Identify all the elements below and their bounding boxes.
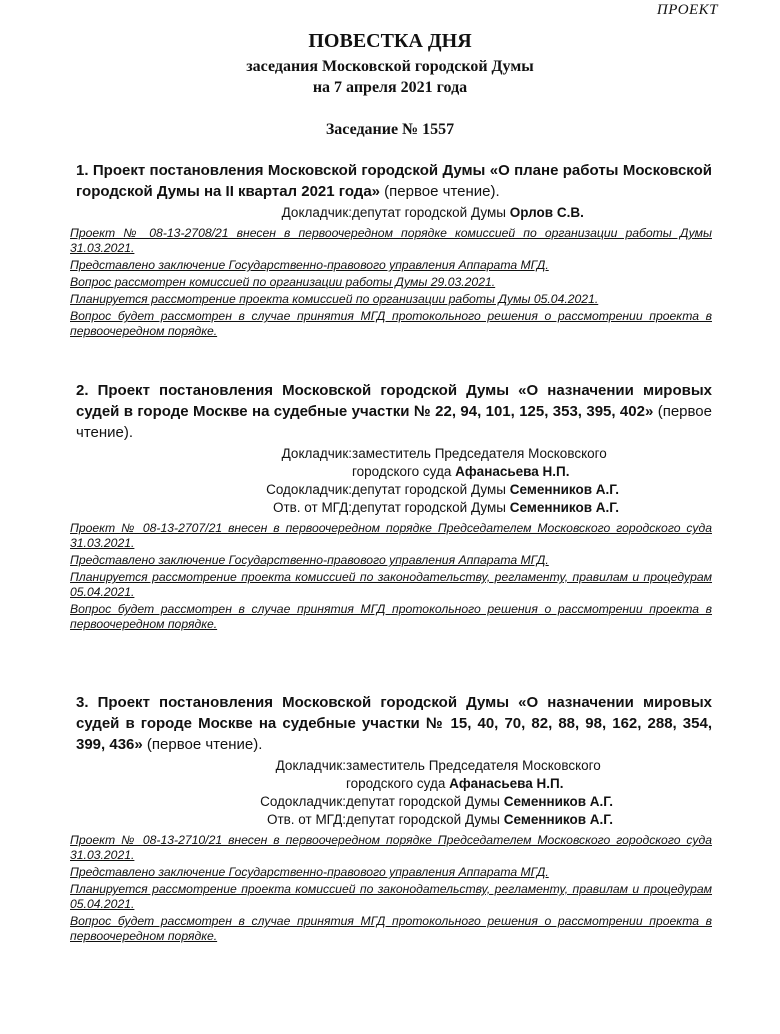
note-line: Представлено заключение Государственно-правового управления Аппарата МГД. <box>70 865 549 879</box>
speakers-list <box>76 445 712 517</box>
agenda-item-title: Проект постановления Московской городской Думы «О назначении мировых судей в городе Москве на судебные участки № 15, 40, 70, 82, 88, 98, 162, 288, 354, 399, 436» <box>76 694 712 753</box>
speaker-role: Содокладчик: <box>260 794 346 809</box>
note-line: Планируется рассмотрение проекта комиссией по законодательству, регламенту, правилам и процедурам 05.04.2021. <box>70 882 712 911</box>
note-line: Вопрос будет рассмотрен в случае принятия МГД протокольного решения о рассмотрении проекта в первоочередном порядке. <box>70 914 712 943</box>
note-line: Представлено заключение Государственно-правового управления Аппарата МГД. <box>70 553 549 567</box>
session-number: Заседание № 1557 <box>325 121 455 138</box>
note-line: Представлено заключение Государственно-правового управления Аппарата МГД. <box>70 258 549 272</box>
speakers-list <box>76 204 712 222</box>
note-line: Проект № 08-13-2707/21 внесен в первоочередном порядке Председателем Московского городского суда 31.03.2021. <box>70 521 712 550</box>
speaker-details: депутат городской Думы Семенников А.Г. <box>352 482 620 497</box>
note-line: Проект № 08-13-2708/21 внесен в первоочередном порядке комиссией по организации работы Думы 31.03.2021. <box>70 226 712 255</box>
agenda-item-2 <box>70 380 712 634</box>
agenda-item-heading <box>76 380 712 443</box>
item-notes <box>70 521 712 632</box>
agenda-item-number: 3. <box>76 694 89 711</box>
agenda-item-reading: (первое чтение). <box>142 736 263 753</box>
speaker-role: Докладчик: <box>275 758 346 773</box>
speaker-details: депутат городской Думы Орлов С.В. <box>352 205 584 220</box>
agenda-item-reading: (первое чтение). <box>380 183 500 200</box>
speaker-row <box>76 499 712 517</box>
agenda-item-heading <box>76 160 712 202</box>
page-subtitle-date: на 7 апреля 2021 года <box>312 79 468 96</box>
page-subtitle-meeting: заседания Московской городской Думы <box>246 58 534 75</box>
agenda-item-1 <box>70 160 712 341</box>
speaker-details: заместитель Председателя Московского городского суда Афанасьева Н.П. <box>346 758 601 791</box>
agenda-item-3 <box>70 692 712 946</box>
speaker-details: депутат городской Думы Семенников А.Г. <box>346 794 614 809</box>
speaker-details: депутат городской Думы Семенников А.Г. <box>346 812 614 827</box>
speaker-role: Докладчик: <box>281 446 352 461</box>
speaker-role: Отв. от МГД: <box>272 500 352 515</box>
agenda-item-reading: (первое чтение). <box>76 403 712 441</box>
note-line: Вопрос рассмотрен комиссией по организации работы Думы 29.03.2021. <box>70 275 496 289</box>
speaker-details: депутат городской Думы Семенников А.Г. <box>352 500 620 515</box>
speaker-row <box>76 481 712 499</box>
speaker-row <box>76 757 712 793</box>
agenda-item-number: 2. <box>76 382 89 399</box>
speaker-row <box>76 793 712 811</box>
speaker-role: Отв. от МГД: <box>266 812 346 827</box>
speakers-list <box>76 757 712 829</box>
speaker-row <box>76 445 712 481</box>
project-mark: ПРОЕКТ <box>656 2 718 18</box>
agenda-item-number: 1. <box>76 162 89 179</box>
agenda-item-heading <box>76 692 712 755</box>
page-title: ПОВЕСТКА ДНЯ <box>308 30 472 52</box>
speaker-role: Содокладчик: <box>266 482 352 497</box>
note-line: Вопрос будет рассмотрен в случае принятия МГД протокольного решения о рассмотрении проекта в первоочередном порядке. <box>70 602 712 631</box>
speaker-row <box>76 204 712 222</box>
item-notes <box>70 226 712 339</box>
item-notes <box>70 833 712 944</box>
speaker-role: Докладчик: <box>281 205 352 220</box>
agenda-item-title: Проект постановления Московской городской Думы «О плане работы Московской городской Думы на II квартал 2021 года» <box>76 162 712 200</box>
note-line: Вопрос будет рассмотрен в случае принятия МГД протокольного решения о рассмотрении проекта в первоочередном порядке. <box>70 309 712 338</box>
note-line: Проект № 08-13-2710/21 внесен в первоочередном порядке Председателем Московского городского суда 31.03.2021. <box>70 833 712 862</box>
speaker-row <box>76 811 712 829</box>
speaker-details: заместитель Председателя Московского городского суда Афанасьева Н.П. <box>352 446 607 479</box>
agenda-item-title: Проект постановления Московской городской Думы «О назначении мировых судей в городе Москве на судебные участки № 22, 94, 101, 125, 353, 395, 402» <box>76 382 712 420</box>
note-line: Планируется рассмотрение проекта комиссией по законодательству, регламенту, правилам и процедурам 05.04.2021. <box>70 570 712 599</box>
note-line: Планируется рассмотрение проекта комиссией по организации работы Думы 05.04.2021. <box>70 292 599 306</box>
